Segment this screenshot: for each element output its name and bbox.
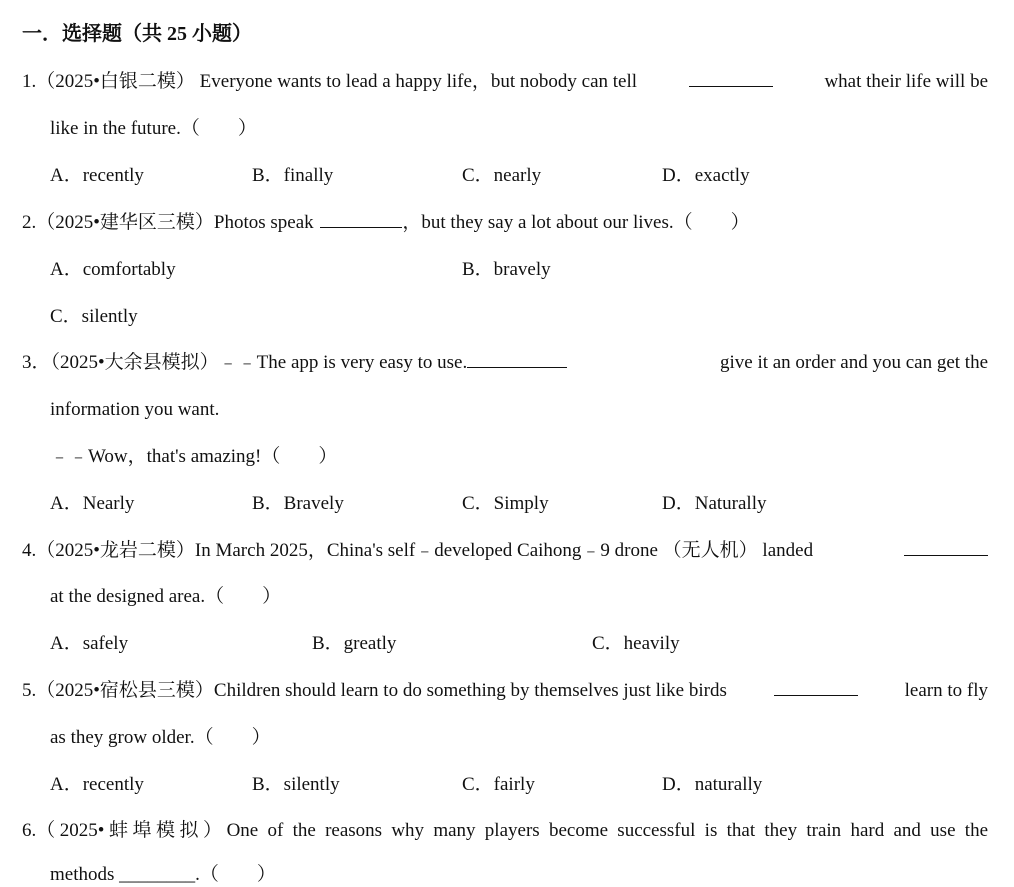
question-stem-text: give it an order and you can get the xyxy=(719,352,988,373)
dialogue-reply: ﹣﹣Wow，that's amazing!（ ） xyxy=(50,446,338,467)
question-stem-continuation: as they grow older.（ ） xyxy=(50,727,271,748)
question-number: 3． xyxy=(22,352,51,373)
question-stem-continuation: like in the future.（ ） xyxy=(50,118,257,139)
answer-blank xyxy=(904,539,988,556)
question-stem-text: （2025•龙岩二模）In March 2025，China's self﹣developed Caihong﹣9 drone （无人机） landed xyxy=(36,540,814,561)
question-stem-line xyxy=(22,679,988,703)
answer-blank xyxy=(689,70,773,87)
question-stem-continuation: at the designed area.（ ） xyxy=(50,586,282,607)
option-b[interactable]: B．Bravely xyxy=(252,493,344,514)
option-c[interactable]: C．Simply xyxy=(462,493,549,514)
option-c[interactable]: C．silently xyxy=(50,306,138,327)
option-c[interactable]: C．nearly xyxy=(462,165,542,186)
option-d[interactable]: D．exactly xyxy=(662,165,750,186)
question-stem-text: what their life will be xyxy=(824,71,988,92)
section-heading: 一．选择题（共 25 小题） xyxy=(22,23,252,45)
question-stem-line xyxy=(22,70,988,94)
question-number: 2. xyxy=(22,212,37,233)
question-stem-text: learn to fly xyxy=(904,680,988,701)
question-stem-line xyxy=(22,819,988,843)
option-c[interactable]: C．heavily xyxy=(592,633,680,654)
question-stem-text: （2025•白银二模） Everyone wants to lead a happy life，but nobody can tell xyxy=(36,71,638,92)
question-number: 1. xyxy=(22,71,37,92)
answer-blank xyxy=(320,211,402,228)
option-d[interactable]: D．Naturally xyxy=(662,493,767,514)
option-c[interactable]: C．fairly xyxy=(462,774,535,795)
question-stem-continuation: information you want. xyxy=(50,399,220,420)
question-stem-text: （2025•宿松县三模）Children should learn to do something by themselves just like birds xyxy=(36,680,727,701)
option-d[interactable]: D．naturally xyxy=(662,774,763,795)
option-b[interactable]: B．silently xyxy=(252,774,340,795)
option-b[interactable]: B．bravely xyxy=(462,259,551,280)
option-b[interactable]: B．greatly xyxy=(312,633,397,654)
option-a[interactable]: A．comfortably xyxy=(50,259,176,280)
question-stem-line xyxy=(22,351,988,375)
option-b[interactable]: B．finally xyxy=(252,165,334,186)
question-number: 4. xyxy=(22,540,37,561)
question-stem-text: ，but they say a lot about our lives.（ ） xyxy=(402,212,750,233)
question-stem-line xyxy=(22,539,988,563)
question-number: 6. xyxy=(22,820,37,841)
question-stem-text: （2025•蚌埠模拟）One of the reasons why many players become successful is that they train hard and use the xyxy=(36,820,988,841)
answer-blank xyxy=(774,679,858,696)
question-stem-line xyxy=(22,211,750,235)
option-a[interactable]: A．Nearly xyxy=(50,493,135,514)
question-stem-text: （2025•大余县模拟）﹣﹣The app is very easy to use. xyxy=(50,352,468,373)
question-number: 5. xyxy=(22,680,37,701)
question-stem-text: （2025•建华区三模）Photos speak xyxy=(36,212,314,233)
option-a[interactable]: A．safely xyxy=(50,633,129,654)
question-stem-continuation: methods ________.（ ） xyxy=(50,864,276,885)
option-a[interactable]: A．recently xyxy=(50,774,144,795)
answer-blank xyxy=(467,351,567,368)
option-a[interactable]: A．recently xyxy=(50,165,144,186)
